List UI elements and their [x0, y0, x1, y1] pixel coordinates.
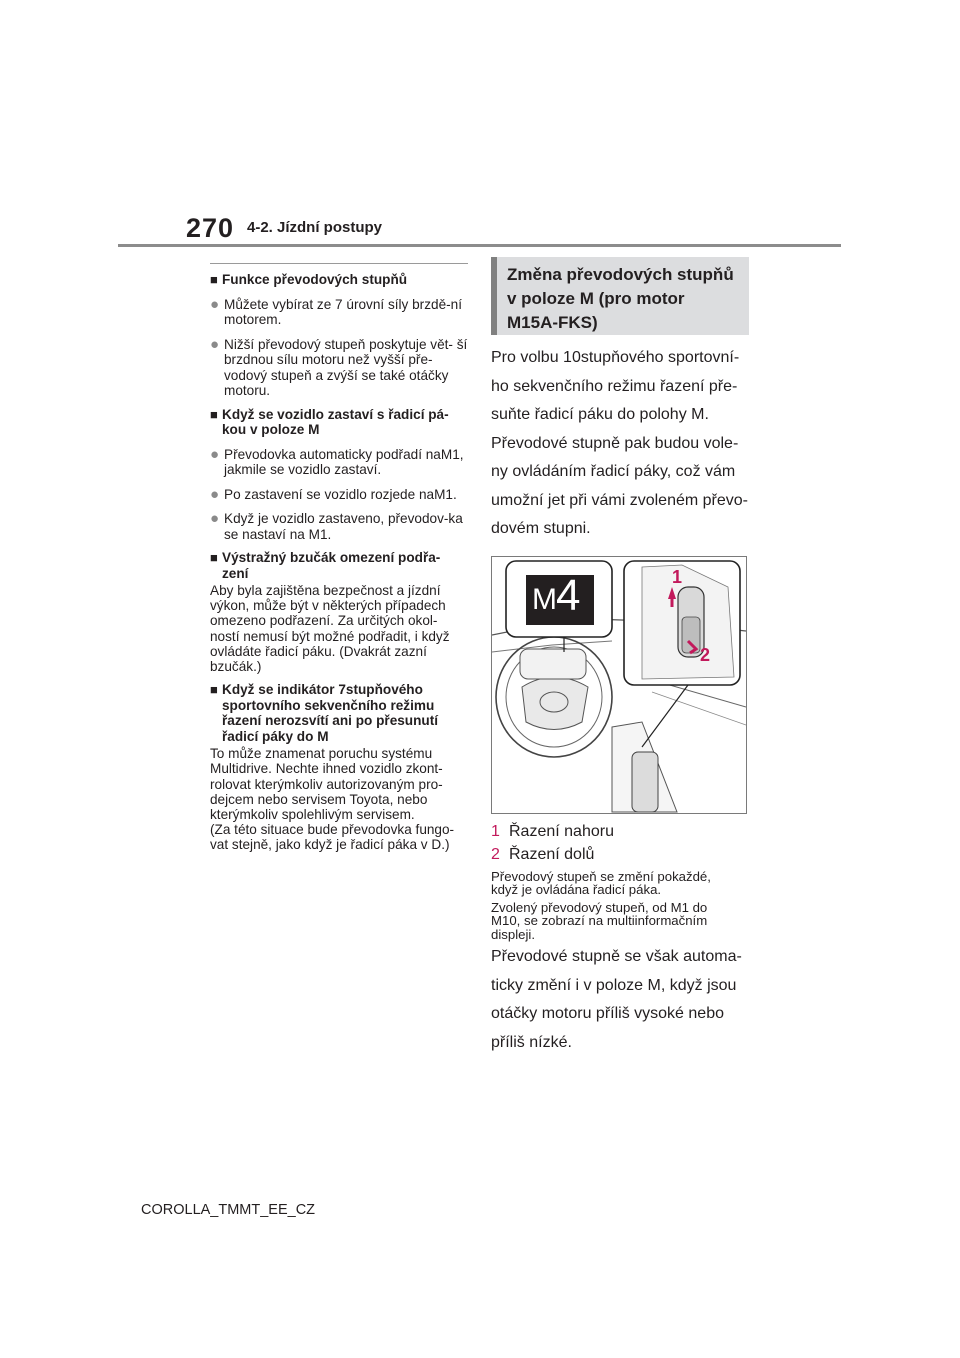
heading-text: Funkce převodových stupňů [222, 272, 408, 287]
heading-gear-function [210, 272, 468, 288]
circle-bullet-icon: ● [210, 510, 220, 527]
text-line: ny ovládáním řadicí páky, což vám [491, 463, 736, 480]
figure-legend [491, 820, 749, 866]
text-line: suňte řadicí páku do polohy M. [491, 406, 709, 423]
bullet-item [210, 487, 468, 503]
text-line: dovém stupni. [491, 520, 591, 537]
text-line: displeji. [491, 926, 535, 942]
box-title-line: v poloze M (pro motor [507, 289, 685, 308]
text-line: omezeno podřazení. Za určitých okol- [210, 613, 438, 629]
text-line: kou v poloze M [222, 422, 320, 437]
text-line: Převodový stupeň se změní pokaždé, [491, 868, 711, 884]
text-line: M1. [434, 486, 457, 502]
text-line: výkon, může být v některých případech [210, 598, 446, 614]
text-line: ností nemusí být možné podřadit, i když [210, 628, 450, 644]
text-line: Nižší převodový stupeň poskytuje vět- [224, 336, 453, 352]
section-title: 4-2. Jízdní postupy [247, 219, 383, 236]
text-line: M10, se zobrazí na multiinformačním [491, 913, 708, 928]
arrow-label-2: 2 [700, 644, 711, 665]
cockpit-drawing [492, 557, 746, 813]
text-line: Můžete vybírat ze 7 úrovní síly brzdě- [224, 296, 451, 312]
note-paragraph [491, 901, 749, 942]
text-line: motoru. [224, 383, 271, 398]
note-paragraph [491, 870, 749, 897]
text-line: Převodovka automaticky podřadí na [224, 446, 441, 462]
circle-bullet-icon: ● [210, 445, 220, 463]
bullet-item [210, 447, 468, 478]
text-line: Převodové stupně pak budou vole- [491, 434, 739, 452]
text-line: Pro volbu 10stupňového sportovní- [491, 349, 740, 366]
bullet-item [210, 511, 468, 542]
text-line: M1, jakmile se vozidlo zastaví. [224, 446, 464, 477]
text-line: když je ovládána řadicí páka. [491, 882, 662, 897]
legend-number: 2 [491, 845, 500, 863]
left-column [210, 263, 468, 853]
legend-item [491, 843, 749, 866]
text-line: řazení nerozsvítí ani po přesunutí [222, 713, 439, 729]
text-line: ticky změní i v poloze M, když jsou [491, 976, 737, 994]
right-column [491, 257, 749, 1057]
intro-paragraph [491, 344, 749, 544]
text-line: To může znamenat poruchu systému [210, 746, 433, 762]
text-line: (Za této situace bude převodovka fungo- [210, 822, 455, 838]
text-line: sportovního sekvenčního režimu [222, 697, 435, 713]
text-line: ovládáte řadicí páku. (Dvakrát zazní [210, 643, 427, 659]
text-line: Zvolený převodový stupeň, od M1 do [491, 899, 708, 915]
shift-lever-illustration [491, 556, 747, 814]
circle-bullet-icon: ● [210, 295, 220, 313]
display-m: M [532, 582, 557, 616]
text-line: vat stejně, jako když je řadicí páka v D.) [210, 837, 450, 853]
text-line: ho sekvenčního režimu řazení pře- [491, 377, 738, 395]
left-top-rule [210, 263, 468, 264]
circle-bullet-icon: ● [210, 485, 220, 503]
text-line: dejcem nebo servisem Toyota, nebo [210, 791, 428, 807]
text-line: Když se vozidlo zastaví s řadicí pá- [222, 406, 449, 422]
box-title-line: M15A-FKS) [507, 313, 598, 332]
text-line: umožní jet při vámi zvoleném převo- [491, 491, 748, 509]
text-line: ní motorem. [224, 296, 462, 327]
text-line: Po zastavení se vozidlo rozjede na [224, 486, 435, 502]
legend-text: Řazení dolů [509, 845, 595, 863]
heading-indicator [210, 682, 468, 744]
square-bullet-icon: ■ [210, 272, 218, 287]
text-line: vodový stupeň a zvýší se také otáčky [224, 367, 449, 383]
heading-vehicle-stops [210, 407, 468, 438]
square-bullet-icon: ■ [210, 550, 218, 565]
text-line: kterýmkoliv spolehlivým servisem. [210, 807, 415, 823]
text-line: Když je vozidlo zastaveno, převodov- [224, 511, 449, 526]
outro-paragraph [491, 943, 749, 1057]
text-line: ší brzdnou sílu motoru než vyšší pře- [224, 336, 468, 367]
text-line: příliš nízké. [491, 1033, 572, 1051]
bullet-item [210, 337, 468, 399]
paragraph [210, 746, 468, 852]
text-line: řadicí páky do M [222, 728, 329, 744]
text-line: zení [222, 565, 249, 581]
text-line: Když se indikátor 7stupňového [222, 682, 423, 698]
text-line: otáčky motoru příliš vysoké nebo [491, 1005, 724, 1022]
square-bullet-icon: ■ [210, 406, 218, 422]
square-bullet-icon: ■ [210, 682, 218, 698]
page-number: 270 [186, 213, 235, 243]
legend-text: Řazení nahoru [509, 822, 614, 840]
text-line: ka se nastaví na M1. [224, 511, 463, 542]
text-line: Aby byla zajištěna bezpečnost a jízdní [210, 583, 441, 598]
display-gear-number: 4 [556, 570, 581, 620]
text-line: bzučák.) [210, 659, 262, 675]
footer-code: COROLLA_TMMT_EE_CZ [141, 1202, 316, 1218]
legend-number: 1 [491, 822, 500, 840]
header-rule [118, 244, 841, 247]
legend-item [491, 820, 749, 843]
circle-bullet-icon: ● [210, 335, 220, 353]
paragraph [210, 583, 468, 674]
heading-downshift-buzzer [210, 550, 468, 581]
text-line: rolovat kterýmkoliv autorizovaným pro- [210, 776, 443, 792]
arrow-label-1: 1 [672, 566, 683, 587]
text-line: Výstražný bzučák omezení podřa- [222, 550, 441, 565]
text-line: Multidrive. Nechte ihned vozidlo zkont- [210, 761, 443, 777]
bullet-item [210, 297, 468, 328]
text-line: Převodové stupně se však automa- [491, 948, 742, 965]
section-heading-box [491, 257, 749, 335]
box-title-line: Změna převodových stupňů [507, 265, 734, 284]
